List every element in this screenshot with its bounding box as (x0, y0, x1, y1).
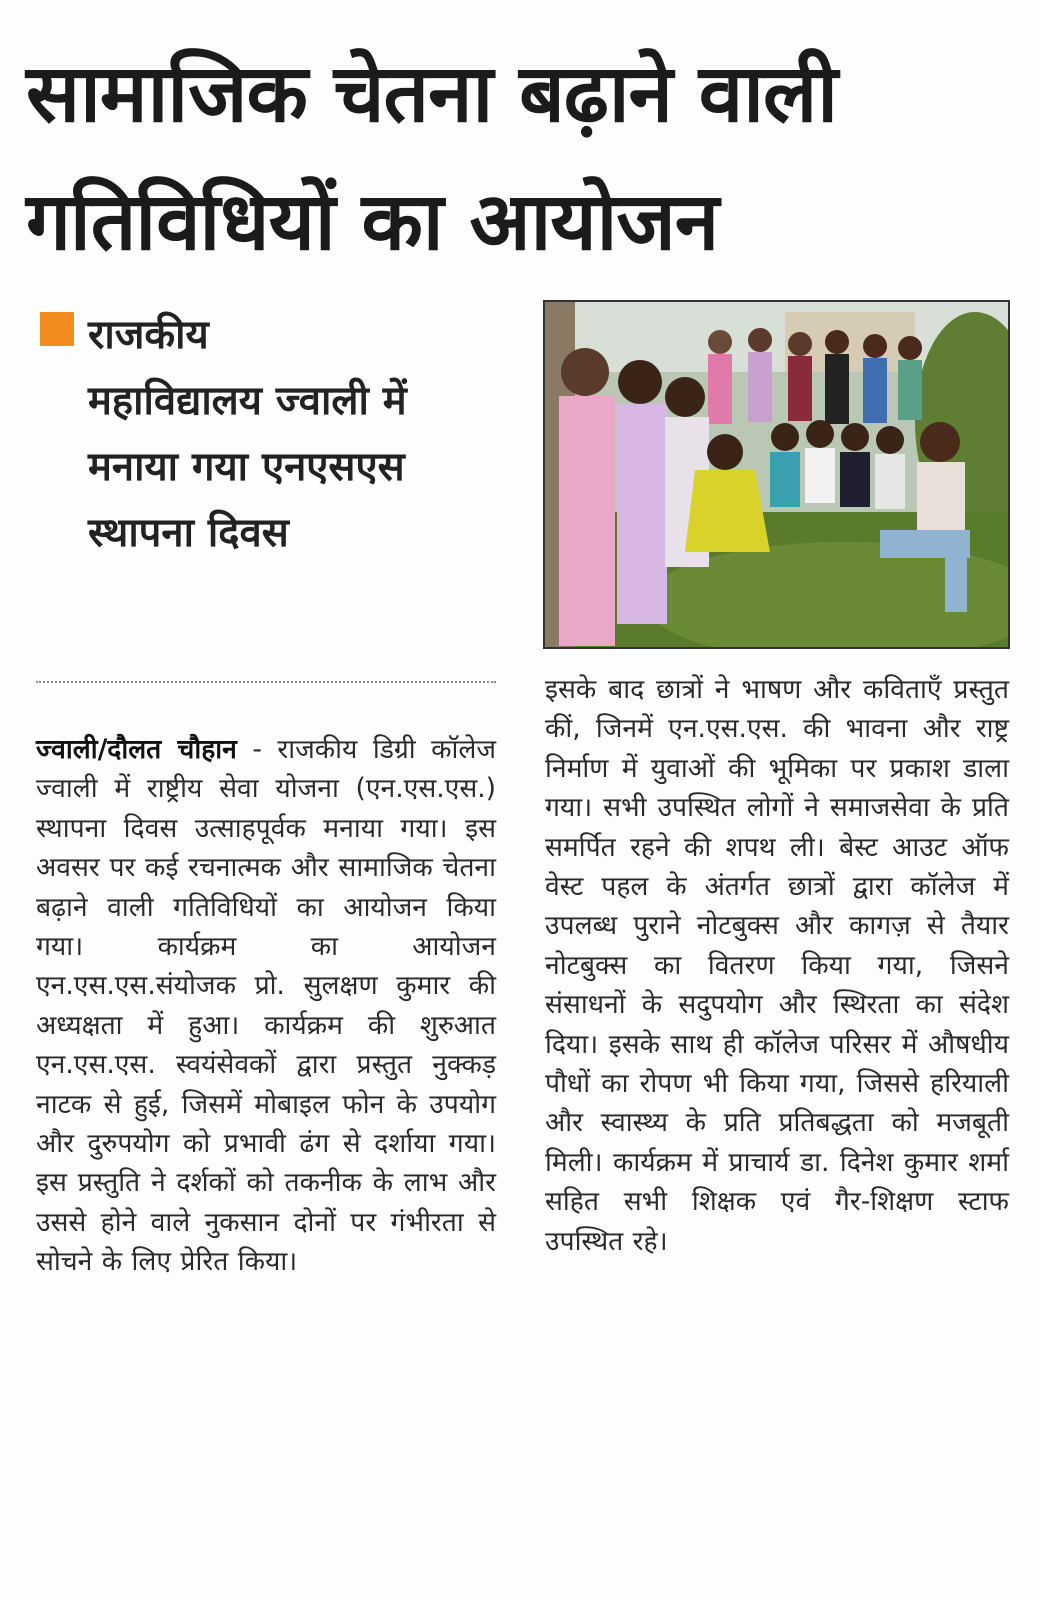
subhead-line-2: महाविद्यालय ज्वाली में (88, 378, 407, 424)
subhead-line-1: राजकीय (88, 312, 209, 358)
article-body-column-left (36, 730, 496, 1570)
article-photo (543, 300, 1010, 649)
article-body-column-right (545, 670, 1009, 1570)
article-headline (26, 30, 1016, 286)
article-body-left-text: - राजकीय डिग्री कॉलेज ज्वाली में राष्ट्रीय सेवा योजना (एन.एस.एस.) स्थापना दिवस उत्साहपूर्वक मनाया गया। इस अवसर पर कई रचनात्मक और सामाजिक चेतना बढ़ाने वाली गतिविधियों का आयोजन किया गया। कार्यक्रम का आयोजन एन.एस.एस.संयोजक प्रो. सुलक्षण कुमार की अध्यक्षता में हुआ। कार्यक्रम की शुरुआत एन.एस.एस. स्वयंसेवकों द्वारा प्रस्तुत नुक्कड़ नाटक से हुई, जिसमें मोबाइल फोन के उपयोग और दुरुपयोग को प्रभावी ढंग से दर्शाया गया। इस प्रस्तुति ने दर्शकों को तकनीक के लाभ और उससे होने वाले नुकसान दोनों पर गंभीरता से सोचने के लिए प्रेरित किया। (36, 734, 496, 1278)
article-subheadline (40, 302, 510, 566)
headline-line-2: गतिविधियों का आयोजन (26, 175, 719, 268)
subhead-line-4: स्थापना दिवस (88, 510, 289, 556)
group-photo-illustration (545, 302, 1008, 647)
byline: ज्वाली/दौलत चौहान (36, 734, 237, 765)
section-divider (36, 681, 496, 683)
headline-line-1: सामाजिक चेतना बढ़ाने वाली (26, 47, 837, 140)
subhead-line-3: मनाया गया एनएसएस (88, 444, 405, 490)
orange-square-bullet-icon (40, 312, 74, 346)
article-body-right-text: इसके बाद छात्रों ने भाषण और कविताएँ प्रस्तुत कीं, जिनमें एन.एस.एस. की भावना और राष्ट्र निर्माण में युवाओं की भूमिका पर प्रकाश डाला गया। सभी उपस्थित लोगों ने समाजसेवा के प्रति समर्पित रहने की शपथ ली। बेस्ट आउट ऑफ वेस्ट पहल के अंतर्गत छात्रों द्वारा कॉलेज में उपलब्ध पुराने नोटबुक्स और कागज़ से तैयार नोटबुक्स का वितरण किया गया, जिसने संसाधनों के सदुपयोग और स्थिरता का संदेश दिया। इसके साथ ही कॉलेज परिसर में औषधीय पौधों का रोपण भी किया गया, जिससे हरियाली और स्वास्थ्य के प्रति प्रतिबद्धता को मजबूती मिली। कार्यक्रम में प्राचार्य डा. दिनेश कुमार शर्मा सहित सभी शिक्षक एवं गैर-शिक्षण स्टाफ उपस्थित रहे। (545, 674, 1009, 1257)
